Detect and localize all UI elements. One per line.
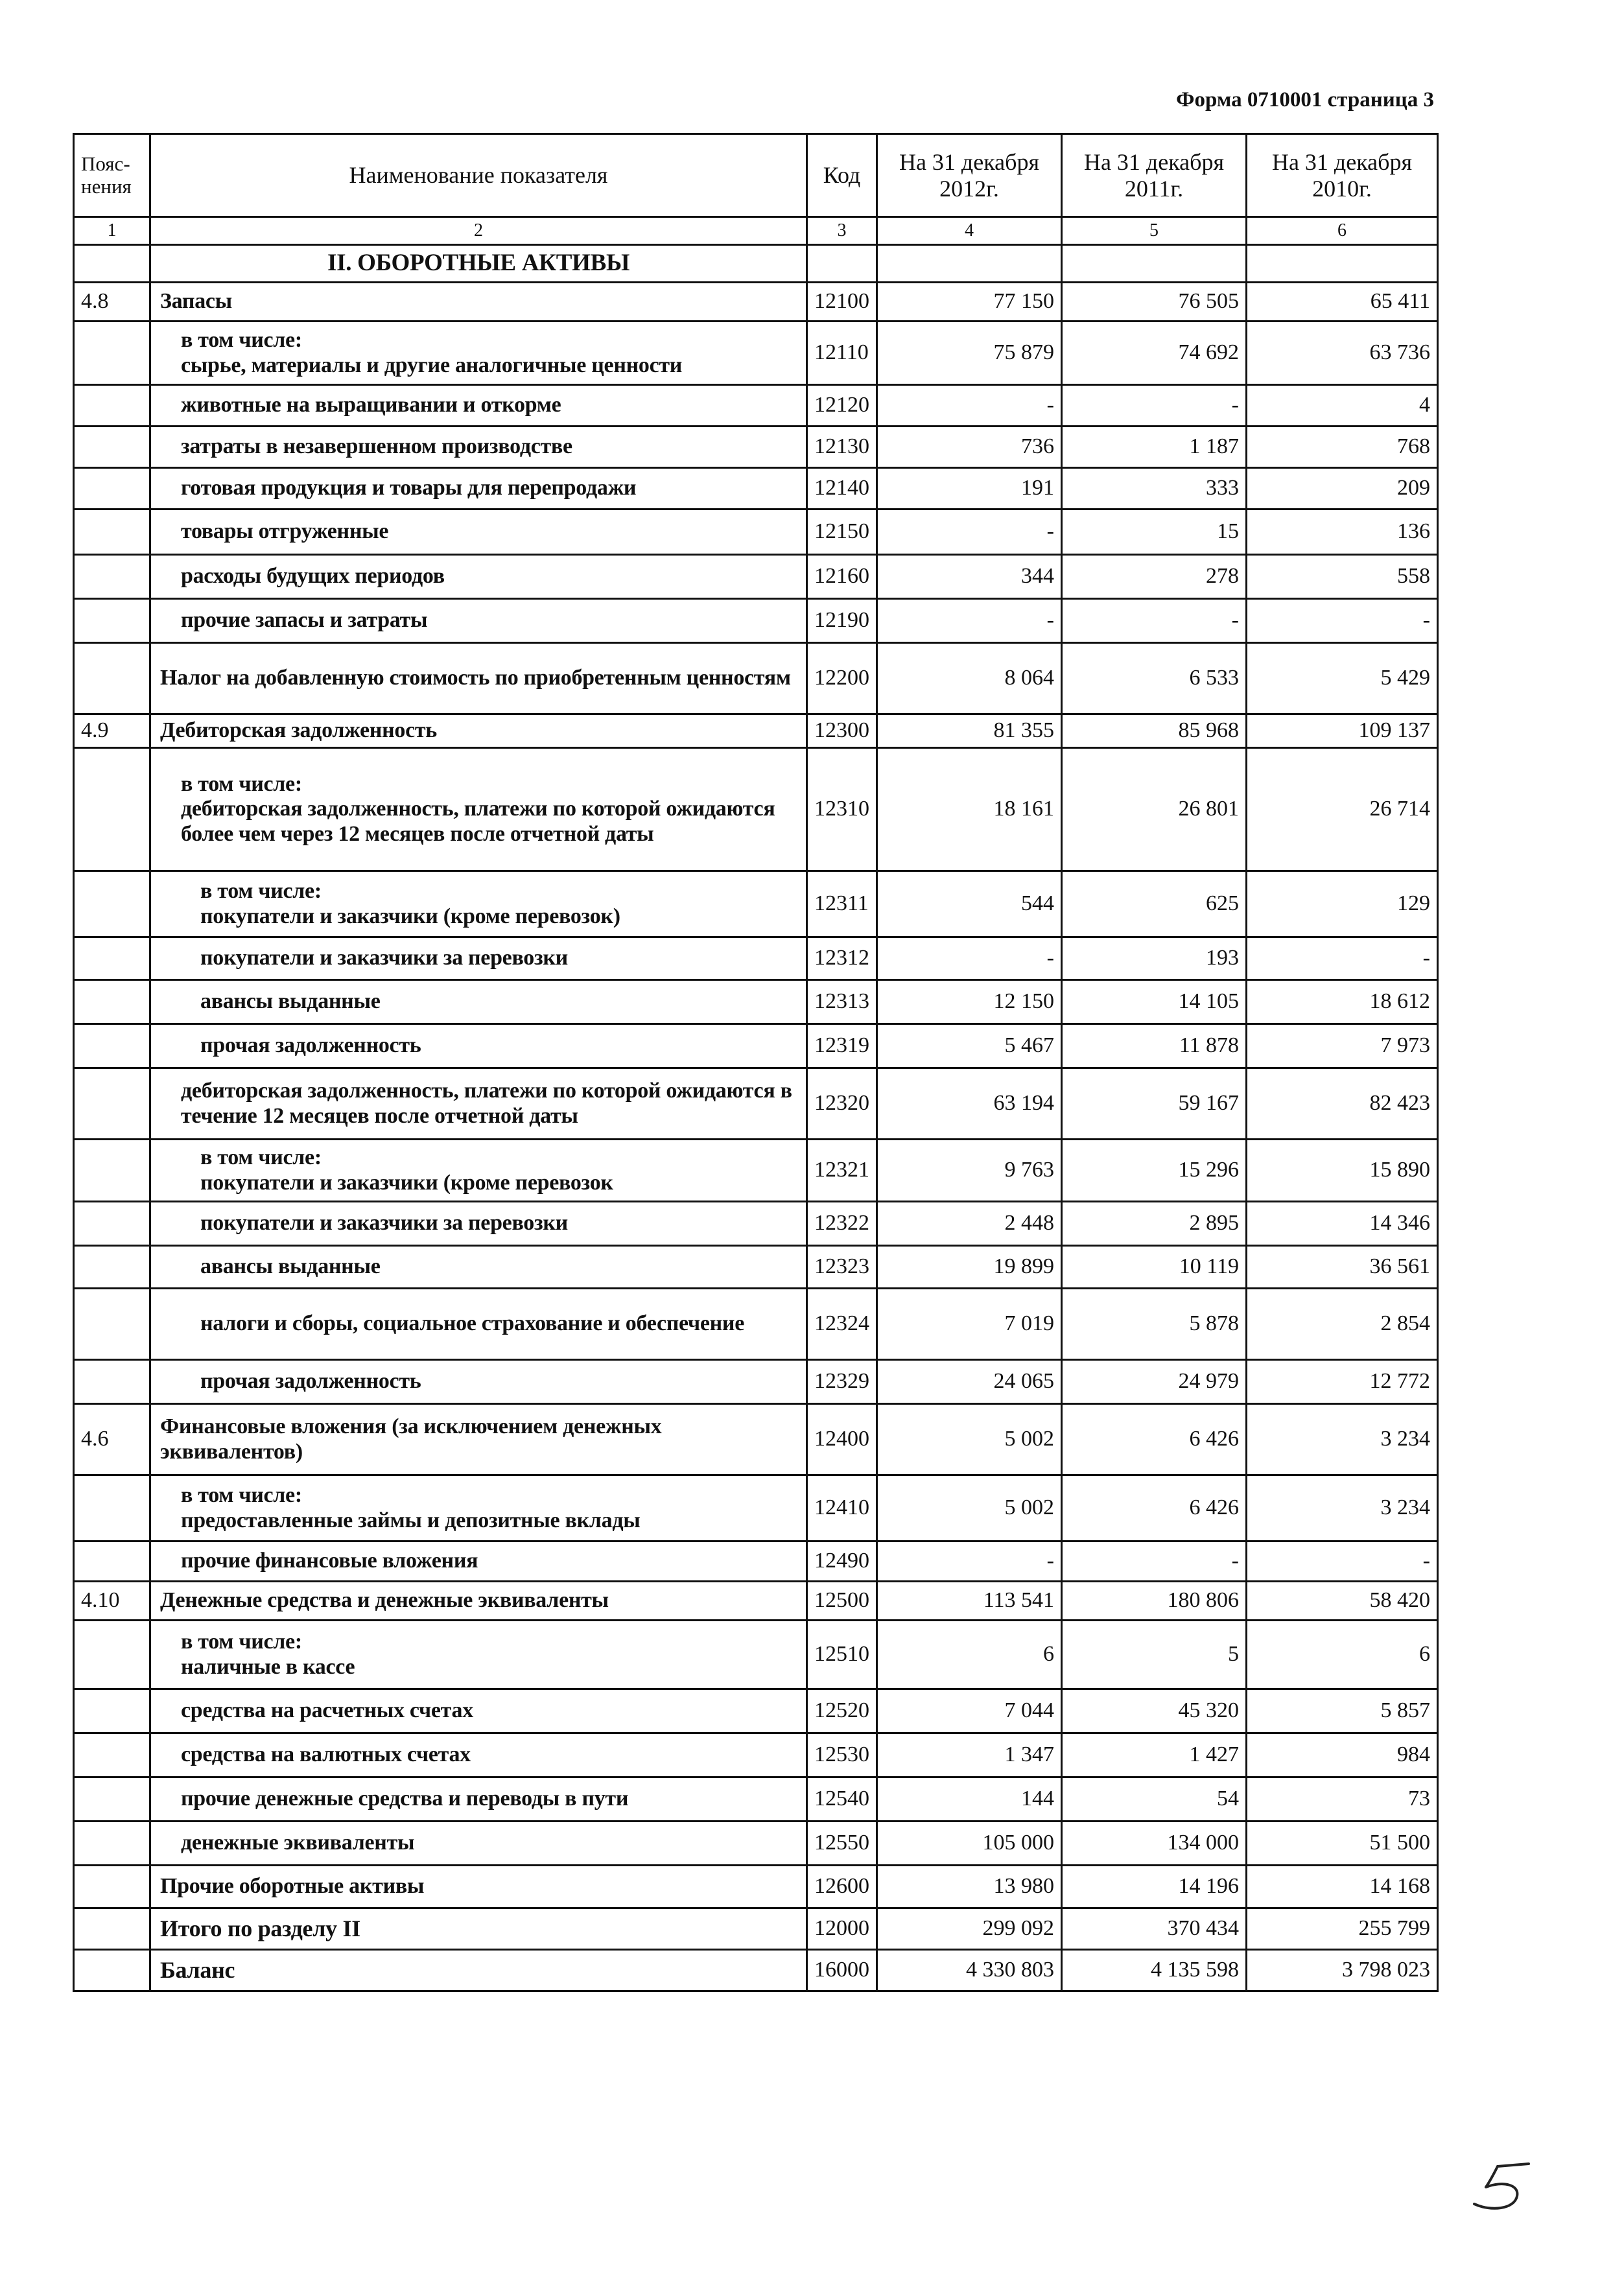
indicator-name-cell: в том числе: сырье, материалы и другие аналогичные ценности: [150, 322, 807, 385]
code-cell: 12323: [807, 1246, 877, 1289]
table-row: [74, 599, 1438, 643]
table-body: [74, 245, 1438, 1991]
code-cell: 16000: [807, 1950, 877, 1991]
balance-table: [73, 133, 1439, 1992]
code-cell: 12000: [807, 1908, 877, 1950]
note-cell: [74, 1866, 150, 1908]
value-2012-cell: 105 000: [877, 1822, 1062, 1866]
value-2012-cell: 9 763: [877, 1140, 1062, 1202]
column-number: 2: [150, 217, 807, 245]
table-row: [74, 283, 1438, 322]
value-2012-cell: -: [877, 1541, 1062, 1582]
code-cell: 12100: [807, 283, 877, 322]
value-2010-cell: 2 854: [1247, 1289, 1438, 1360]
note-cell: [74, 1777, 150, 1822]
value-2010-cell: 984: [1247, 1733, 1438, 1777]
value-2011-cell: 370 434: [1062, 1908, 1247, 1950]
code-cell: 12322: [807, 1202, 877, 1246]
value-2010-cell: 18 612: [1247, 980, 1438, 1024]
value-2012-cell: 113 541: [877, 1582, 1062, 1621]
value-2012-cell: 75 879: [877, 322, 1062, 385]
value-2011-cell: 333: [1062, 468, 1247, 510]
value-2010-cell: -: [1247, 1541, 1438, 1582]
value-2010-cell: 63 736: [1247, 322, 1438, 385]
value-2010-cell: 82 423: [1247, 1068, 1438, 1140]
value-2012-cell: -: [877, 937, 1062, 980]
note-cell: [74, 1475, 150, 1541]
value-2011-cell: 6 533: [1062, 643, 1247, 714]
value-2010-cell: 558: [1247, 555, 1438, 599]
value-2010-cell: 14 168: [1247, 1866, 1438, 1908]
value-2011-cell: 11 878: [1062, 1024, 1247, 1068]
value-2010-cell: [1247, 245, 1438, 283]
code-cell: 12110: [807, 322, 877, 385]
value-2010-cell: 3 234: [1247, 1475, 1438, 1541]
indicator-name-cell: Налог на добавленную стоимость по приобретенным ценностям: [150, 643, 807, 714]
value-2010-cell: 7 973: [1247, 1024, 1438, 1068]
indicator-name-cell: Денежные средства и денежные эквиваленты: [150, 1582, 807, 1621]
value-2010-cell: 768: [1247, 427, 1438, 468]
table-row: [74, 980, 1438, 1024]
value-2011-cell: 10 119: [1062, 1246, 1247, 1289]
column-number: 5: [1062, 217, 1247, 245]
value-2010-cell: 109 137: [1247, 714, 1438, 748]
value-2011-cell: 6 426: [1062, 1475, 1247, 1541]
indicator-name-cell: Запасы: [150, 283, 807, 322]
note-cell: [74, 1360, 150, 1404]
table-row: [74, 322, 1438, 385]
code-cell: 12140: [807, 468, 877, 510]
col-header-code: Код: [807, 134, 877, 217]
code-cell: 12310: [807, 748, 877, 871]
value-2010-cell: 4: [1247, 385, 1438, 427]
table-row: [74, 385, 1438, 427]
indicator-name-cell: в том числе: наличные в кассе: [150, 1621, 807, 1689]
col-header-2011: На 31 декабря 2011г.: [1062, 134, 1247, 217]
code-cell: 12321: [807, 1140, 877, 1202]
value-2010-cell: 209: [1247, 468, 1438, 510]
indicator-name-cell: покупатели и заказчики за перевозки: [150, 1202, 807, 1246]
code-cell: 12520: [807, 1689, 877, 1733]
code-cell: 12300: [807, 714, 877, 748]
note-cell: [74, 1140, 150, 1202]
code-cell: 12410: [807, 1475, 877, 1541]
value-2011-cell: 4 135 598: [1062, 1950, 1247, 1991]
note-cell: 4.8: [74, 283, 150, 322]
value-2010-cell: 5 857: [1247, 1689, 1438, 1733]
value-2012-cell: 7 019: [877, 1289, 1062, 1360]
value-2011-cell: 14 105: [1062, 980, 1247, 1024]
value-2012-cell: 8 064: [877, 643, 1062, 714]
note-cell: [74, 468, 150, 510]
table-header-row: [74, 134, 1438, 217]
note-cell: [74, 555, 150, 599]
value-2011-cell: 278: [1062, 555, 1247, 599]
indicator-name-cell: прочая задолженность: [150, 1024, 807, 1068]
value-2012-cell: 19 899: [877, 1246, 1062, 1289]
col-header-2010: На 31 декабря 2010г.: [1247, 134, 1438, 217]
value-2011-cell: 24 979: [1062, 1360, 1247, 1404]
code-cell: 12400: [807, 1404, 877, 1475]
indicator-name-cell: животные на выращивании и откорме: [150, 385, 807, 427]
value-2010-cell: 51 500: [1247, 1822, 1438, 1866]
value-2010-cell: 136: [1247, 510, 1438, 555]
value-2012-cell: [877, 245, 1062, 283]
table-row: [74, 1404, 1438, 1475]
note-cell: [74, 1068, 150, 1140]
table-row: [74, 555, 1438, 599]
indicator-name-cell: покупатели и заказчики за перевозки: [150, 937, 807, 980]
note-cell: [74, 871, 150, 937]
column-number: 4: [877, 217, 1062, 245]
value-2012-cell: 24 065: [877, 1360, 1062, 1404]
value-2012-cell: 1 347: [877, 1733, 1062, 1777]
table-row: [74, 1908, 1438, 1950]
value-2012-cell: 344: [877, 555, 1062, 599]
value-2011-cell: 74 692: [1062, 322, 1247, 385]
value-2012-cell: 144: [877, 1777, 1062, 1822]
code-cell: 12312: [807, 937, 877, 980]
col-header-note: Пояс- нения: [74, 134, 150, 217]
table-row: [74, 1866, 1438, 1908]
indicator-name-cell: Баланс: [150, 1950, 807, 1991]
code-cell: 12319: [807, 1024, 877, 1068]
note-cell: 4.6: [74, 1404, 150, 1475]
value-2010-cell: 129: [1247, 871, 1438, 937]
indicator-name-cell: прочие запасы и затраты: [150, 599, 807, 643]
indicator-name-cell: затраты в незавершенном производстве: [150, 427, 807, 468]
value-2012-cell: -: [877, 385, 1062, 427]
note-cell: [74, 427, 150, 468]
code-cell: 12200: [807, 643, 877, 714]
value-2012-cell: 6: [877, 1621, 1062, 1689]
table-row: [74, 1068, 1438, 1140]
value-2011-cell: 625: [1062, 871, 1247, 937]
table-row: [74, 1582, 1438, 1621]
note-cell: [74, 385, 150, 427]
indicator-name-cell: налоги и сборы, социальное страхование и обеспечение: [150, 1289, 807, 1360]
indicator-name-cell: авансы выданные: [150, 980, 807, 1024]
code-cell: 12500: [807, 1582, 877, 1621]
table-row: [74, 1202, 1438, 1246]
value-2011-cell: 180 806: [1062, 1582, 1247, 1621]
indicator-name-cell: Финансовые вложения (за исключением денежных эквивалентов): [150, 1404, 807, 1475]
indicator-name-cell: средства на валютных счетах: [150, 1733, 807, 1777]
value-2012-cell: 18 161: [877, 748, 1062, 871]
value-2012-cell: 63 194: [877, 1068, 1062, 1140]
table-row: [74, 1950, 1438, 1991]
table-row: [74, 643, 1438, 714]
note-cell: 4.10: [74, 1582, 150, 1621]
note-cell: [74, 1822, 150, 1866]
value-2012-cell: 81 355: [877, 714, 1062, 748]
handwritten-page-number: [1457, 2157, 1535, 2216]
note-cell: [74, 1733, 150, 1777]
value-2012-cell: 299 092: [877, 1908, 1062, 1950]
value-2011-cell: -: [1062, 385, 1247, 427]
value-2011-cell: 134 000: [1062, 1822, 1247, 1866]
table-row: [74, 510, 1438, 555]
code-cell: 12600: [807, 1866, 877, 1908]
col-header-name: Наименование показателя: [150, 134, 807, 217]
note-cell: [74, 322, 150, 385]
table-row: [74, 871, 1438, 937]
indicator-name-cell: средства на расчетных счетах: [150, 1689, 807, 1733]
code-cell: 12510: [807, 1621, 877, 1689]
value-2010-cell: -: [1247, 937, 1438, 980]
value-2010-cell: 73: [1247, 1777, 1438, 1822]
value-2012-cell: 544: [877, 871, 1062, 937]
table-row: [74, 1822, 1438, 1866]
value-2012-cell: 7 044: [877, 1689, 1062, 1733]
indicator-name-cell: в том числе: дебиторская задолженность, платежи по которой ожидаются более чем через 12 месяцев после отчетной даты: [150, 748, 807, 871]
note-cell: 4.9: [74, 714, 150, 748]
table-row: [74, 427, 1438, 468]
value-2012-cell: 2 448: [877, 1202, 1062, 1246]
note-cell: [74, 980, 150, 1024]
code-cell: 12324: [807, 1289, 877, 1360]
value-2012-cell: 5 467: [877, 1024, 1062, 1068]
table-row: [74, 1621, 1438, 1689]
indicator-name-cell: дебиторская задолженность, платежи по которой ожидаются в течение 12 месяцев после отчетной даты: [150, 1068, 807, 1140]
code-cell: 12190: [807, 599, 877, 643]
value-2012-cell: 77 150: [877, 283, 1062, 322]
indicator-name-cell: товары отгруженные: [150, 510, 807, 555]
indicator-name-cell: Дебиторская задолженность: [150, 714, 807, 748]
table-row: [74, 245, 1438, 283]
note-cell: [74, 748, 150, 871]
code-cell: 12160: [807, 555, 877, 599]
value-2012-cell: 13 980: [877, 1866, 1062, 1908]
indicator-name-cell: денежные эквиваленты: [150, 1822, 807, 1866]
indicator-name-cell: II. ОБОРОТНЫЕ АКТИВЫ: [150, 245, 807, 283]
value-2012-cell: 191: [877, 468, 1062, 510]
indicator-name-cell: прочие финансовые вложения: [150, 1541, 807, 1582]
note-cell: [74, 1246, 150, 1289]
note-cell: [74, 1202, 150, 1246]
value-2011-cell: 85 968: [1062, 714, 1247, 748]
value-2011-cell: 1 427: [1062, 1733, 1247, 1777]
note-cell: [74, 643, 150, 714]
table-row: [74, 714, 1438, 748]
code-cell: 12120: [807, 385, 877, 427]
value-2011-cell: -: [1062, 1541, 1247, 1582]
value-2010-cell: 15 890: [1247, 1140, 1438, 1202]
column-number-row: [74, 217, 1438, 245]
value-2011-cell: 76 505: [1062, 283, 1247, 322]
value-2011-cell: -: [1062, 599, 1247, 643]
table-row: [74, 1289, 1438, 1360]
table-row: [74, 1689, 1438, 1733]
indicator-name-cell: Итого по разделу II: [150, 1908, 807, 1950]
col-header-2012: На 31 декабря 2012г.: [877, 134, 1062, 217]
column-number: 1: [74, 217, 150, 245]
value-2012-cell: 736: [877, 427, 1062, 468]
indicator-name-cell: Прочие оборотные активы: [150, 1866, 807, 1908]
value-2011-cell: 1 187: [1062, 427, 1247, 468]
note-cell: [74, 1289, 150, 1360]
table-row: [74, 1024, 1438, 1068]
indicator-name-cell: авансы выданные: [150, 1246, 807, 1289]
table-row: [74, 1733, 1438, 1777]
value-2011-cell: 26 801: [1062, 748, 1247, 871]
note-cell: [74, 510, 150, 555]
table-row: [74, 1475, 1438, 1541]
table-row: [74, 468, 1438, 510]
indicator-name-cell: готовая продукция и товары для перепродажи: [150, 468, 807, 510]
indicator-name-cell: прочая задолженность: [150, 1360, 807, 1404]
table-row: [74, 1246, 1438, 1289]
note-cell: [74, 245, 150, 283]
value-2010-cell: 65 411: [1247, 283, 1438, 322]
code-cell: 12313: [807, 980, 877, 1024]
value-2012-cell: 5 002: [877, 1475, 1062, 1541]
code-cell: 12329: [807, 1360, 877, 1404]
note-cell: [74, 599, 150, 643]
value-2011-cell: [1062, 245, 1247, 283]
value-2012-cell: -: [877, 599, 1062, 643]
note-cell: [74, 937, 150, 980]
value-2011-cell: 193: [1062, 937, 1247, 980]
value-2010-cell: 6: [1247, 1621, 1438, 1689]
indicator-name-cell: в том числе: предоставленные займы и депозитные вклады: [150, 1475, 807, 1541]
value-2011-cell: 6 426: [1062, 1404, 1247, 1475]
value-2011-cell: 54: [1062, 1777, 1247, 1822]
value-2011-cell: 5: [1062, 1621, 1247, 1689]
code-cell: [807, 245, 877, 283]
column-number: 3: [807, 217, 877, 245]
value-2011-cell: 15: [1062, 510, 1247, 555]
table-row: [74, 1360, 1438, 1404]
value-2010-cell: 3 798 023: [1247, 1950, 1438, 1991]
value-2011-cell: 5 878: [1062, 1289, 1247, 1360]
code-cell: 12490: [807, 1541, 877, 1582]
value-2011-cell: 14 196: [1062, 1866, 1247, 1908]
value-2010-cell: 36 561: [1247, 1246, 1438, 1289]
code-cell: 12550: [807, 1822, 877, 1866]
note-cell: [74, 1908, 150, 1950]
table-row: [74, 748, 1438, 871]
value-2012-cell: 5 002: [877, 1404, 1062, 1475]
note-cell: [74, 1541, 150, 1582]
table-row: [74, 1777, 1438, 1822]
code-cell: 12130: [807, 427, 877, 468]
note-cell: [74, 1950, 150, 1991]
note-cell: [74, 1689, 150, 1733]
code-cell: 12540: [807, 1777, 877, 1822]
note-cell: [74, 1024, 150, 1068]
indicator-name-cell: прочие денежные средства и переводы в пути: [150, 1777, 807, 1822]
indicator-name-cell: в том числе: покупатели и заказчики (кроме перевозок): [150, 871, 807, 937]
value-2010-cell: 255 799: [1247, 1908, 1438, 1950]
value-2012-cell: -: [877, 510, 1062, 555]
value-2010-cell: -: [1247, 599, 1438, 643]
value-2010-cell: 12 772: [1247, 1360, 1438, 1404]
value-2012-cell: 12 150: [877, 980, 1062, 1024]
value-2011-cell: 59 167: [1062, 1068, 1247, 1140]
value-2011-cell: 15 296: [1062, 1140, 1247, 1202]
value-2010-cell: 5 429: [1247, 643, 1438, 714]
indicator-name-cell: в том числе: покупатели и заказчики (кроме перевозок: [150, 1140, 807, 1202]
table-row: [74, 1541, 1438, 1582]
code-cell: 12320: [807, 1068, 877, 1140]
column-number: 6: [1247, 217, 1438, 245]
value-2010-cell: 14 346: [1247, 1202, 1438, 1246]
value-2012-cell: 4 330 803: [877, 1950, 1062, 1991]
value-2010-cell: 58 420: [1247, 1582, 1438, 1621]
table-row: [74, 937, 1438, 980]
form-header: Форма 0710001 страница 3: [1176, 88, 1434, 111]
value-2011-cell: 2 895: [1062, 1202, 1247, 1246]
code-cell: 12530: [807, 1733, 877, 1777]
indicator-name-cell: расходы будущих периодов: [150, 555, 807, 599]
code-cell: 12150: [807, 510, 877, 555]
code-cell: 12311: [807, 871, 877, 937]
table-row: [74, 1140, 1438, 1202]
note-cell: [74, 1621, 150, 1689]
value-2010-cell: 3 234: [1247, 1404, 1438, 1475]
value-2011-cell: 45 320: [1062, 1689, 1247, 1733]
value-2010-cell: 26 714: [1247, 748, 1438, 871]
